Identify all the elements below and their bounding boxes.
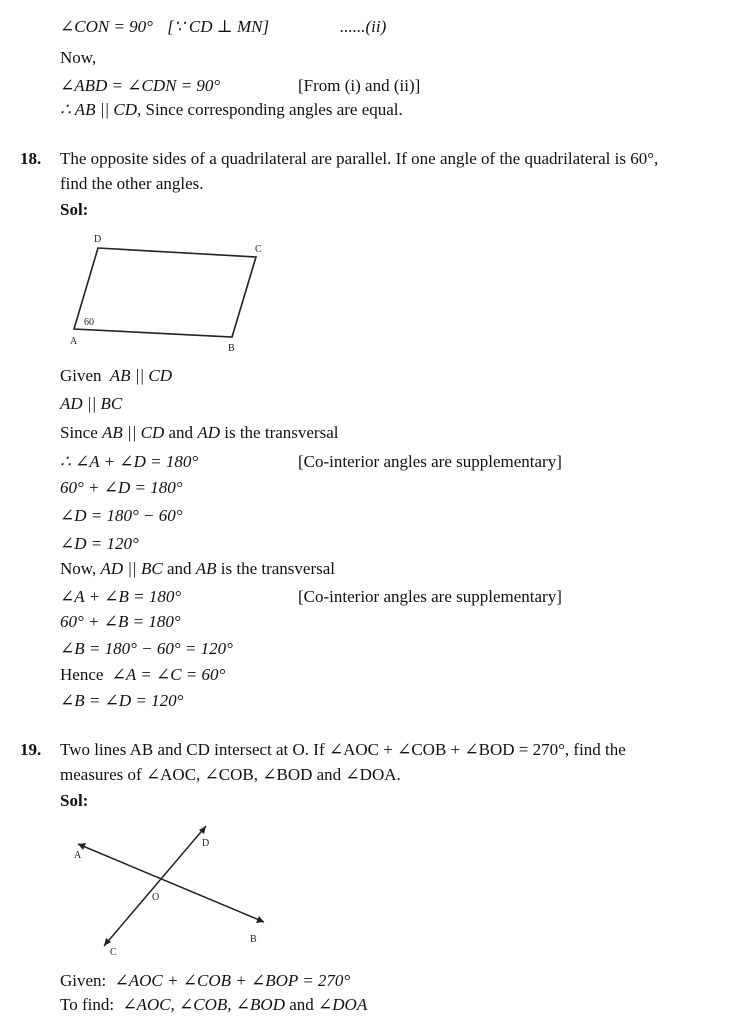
q18-given-2: AD || BC bbox=[60, 394, 123, 413]
conclusion-line bbox=[60, 99, 403, 121]
q18-step4: ∠D = 120° bbox=[60, 534, 139, 553]
con-line bbox=[60, 16, 269, 38]
angle-60-label: 60 bbox=[84, 317, 94, 328]
q19-question-line1: Two lines AB and CD intersect at O. If ∠AOC + ∠COB + ∠BOD = 270°, find the bbox=[60, 740, 626, 759]
given-1: AB || CD bbox=[109, 366, 173, 385]
q19-given-line bbox=[60, 970, 350, 992]
q18-since-line bbox=[60, 422, 338, 444]
given-label: Given bbox=[60, 366, 102, 385]
hence-math: ∠A = ∠C = 60° bbox=[111, 665, 226, 684]
label-c: C bbox=[110, 947, 117, 958]
con-equation: ∠CON = 90° bbox=[60, 17, 153, 36]
q18-given-line1 bbox=[60, 365, 172, 387]
label-d: D bbox=[94, 234, 102, 245]
since-tail: is the transversal bbox=[224, 423, 339, 442]
q18-sol-label: Sol: bbox=[60, 200, 89, 219]
q19-tofind-math2: ∠DOA bbox=[318, 995, 368, 1014]
now-label: Now, bbox=[60, 48, 97, 67]
since-and: and bbox=[168, 423, 194, 442]
label-a: A bbox=[70, 336, 78, 347]
q18-parallelogram-figure bbox=[60, 228, 280, 365]
q19-tofind-and: and bbox=[289, 995, 314, 1014]
conclusion-math: ∴ AB || CD, bbox=[60, 100, 142, 119]
q18-step3: ∠D = 180° − 60° bbox=[60, 506, 183, 525]
now-tail: is the transversal bbox=[220, 559, 336, 578]
hence-word: Hence bbox=[60, 665, 104, 684]
now-math1: AD || BC bbox=[100, 559, 163, 578]
q18-step7: ∠B = 180° − 60° = 120° bbox=[60, 639, 233, 658]
q19-given-math: ∠AOC + ∠COB + ∠BOP = 270° bbox=[114, 971, 351, 990]
conclusion-text: Since corresponding angles are equal. bbox=[145, 100, 403, 119]
q19-question-line2: measures of ∠AOC, ∠COB, ∠BOD and ∠DOA. bbox=[60, 765, 401, 784]
parallelogram-shape bbox=[74, 248, 256, 337]
q19-given-label: Given: bbox=[60, 971, 107, 990]
q18-step5: ∠A + ∠B = 180° bbox=[60, 587, 182, 606]
con-reason: [∵ CD ⊥ MN] bbox=[167, 17, 270, 36]
q18-hence-line bbox=[60, 664, 225, 686]
q19-sol-label: Sol: bbox=[60, 791, 89, 810]
label-b: B bbox=[250, 934, 257, 945]
intersecting-lines-svg bbox=[60, 818, 290, 958]
q19-tofind-math1: ∠AOC, ∠COB, ∠BOD bbox=[122, 995, 285, 1014]
label-c: C bbox=[255, 244, 262, 255]
label-b: B bbox=[228, 343, 235, 354]
abd-equation: ∠ABD = ∠CDN = 90° bbox=[60, 76, 221, 95]
label-o: O bbox=[152, 892, 160, 903]
parallelogram-svg bbox=[60, 228, 280, 360]
q18-step1: ∴ ∠A + ∠D = 180° bbox=[60, 452, 199, 471]
label-d: D bbox=[202, 838, 210, 849]
q19-tofind-label: To find: bbox=[60, 995, 115, 1014]
abd-reason: [From (i) and (ii)] bbox=[298, 76, 421, 95]
q19-intersecting-lines-figure bbox=[60, 818, 290, 963]
q18-step8: ∠B = ∠D = 120° bbox=[60, 691, 184, 710]
line-ab bbox=[78, 844, 264, 922]
q18-now-line bbox=[60, 558, 335, 580]
q18-question-line2: find the other angles. bbox=[60, 174, 204, 193]
since-math2: AD bbox=[197, 423, 220, 442]
q18-question-line1: The opposite sides of a quadrilateral are parallel. If one angle of the quadrilateral is 60°, bbox=[60, 149, 659, 168]
q19-tofind-line bbox=[60, 994, 367, 1016]
now-math2: AB bbox=[195, 559, 217, 578]
con-tag: ......(ii) bbox=[340, 17, 387, 36]
q18-step1-reason: [Co-interior angles are supplementary] bbox=[298, 452, 562, 471]
q18-step2: 60° + ∠D = 180° bbox=[60, 478, 183, 497]
q18-step5-reason: [Co-interior angles are supplementary] bbox=[298, 587, 562, 606]
line-cd bbox=[104, 826, 206, 946]
q19-number: 19. bbox=[20, 740, 42, 759]
now-word: Now, bbox=[60, 559, 97, 578]
now-and: and bbox=[166, 559, 192, 578]
q18-step6: 60° + ∠B = 180° bbox=[60, 612, 181, 631]
label-a: A bbox=[74, 850, 82, 861]
since-math1: AB || CD bbox=[102, 423, 165, 442]
since-word: Since bbox=[60, 423, 98, 442]
q18-number: 18. bbox=[20, 149, 42, 168]
